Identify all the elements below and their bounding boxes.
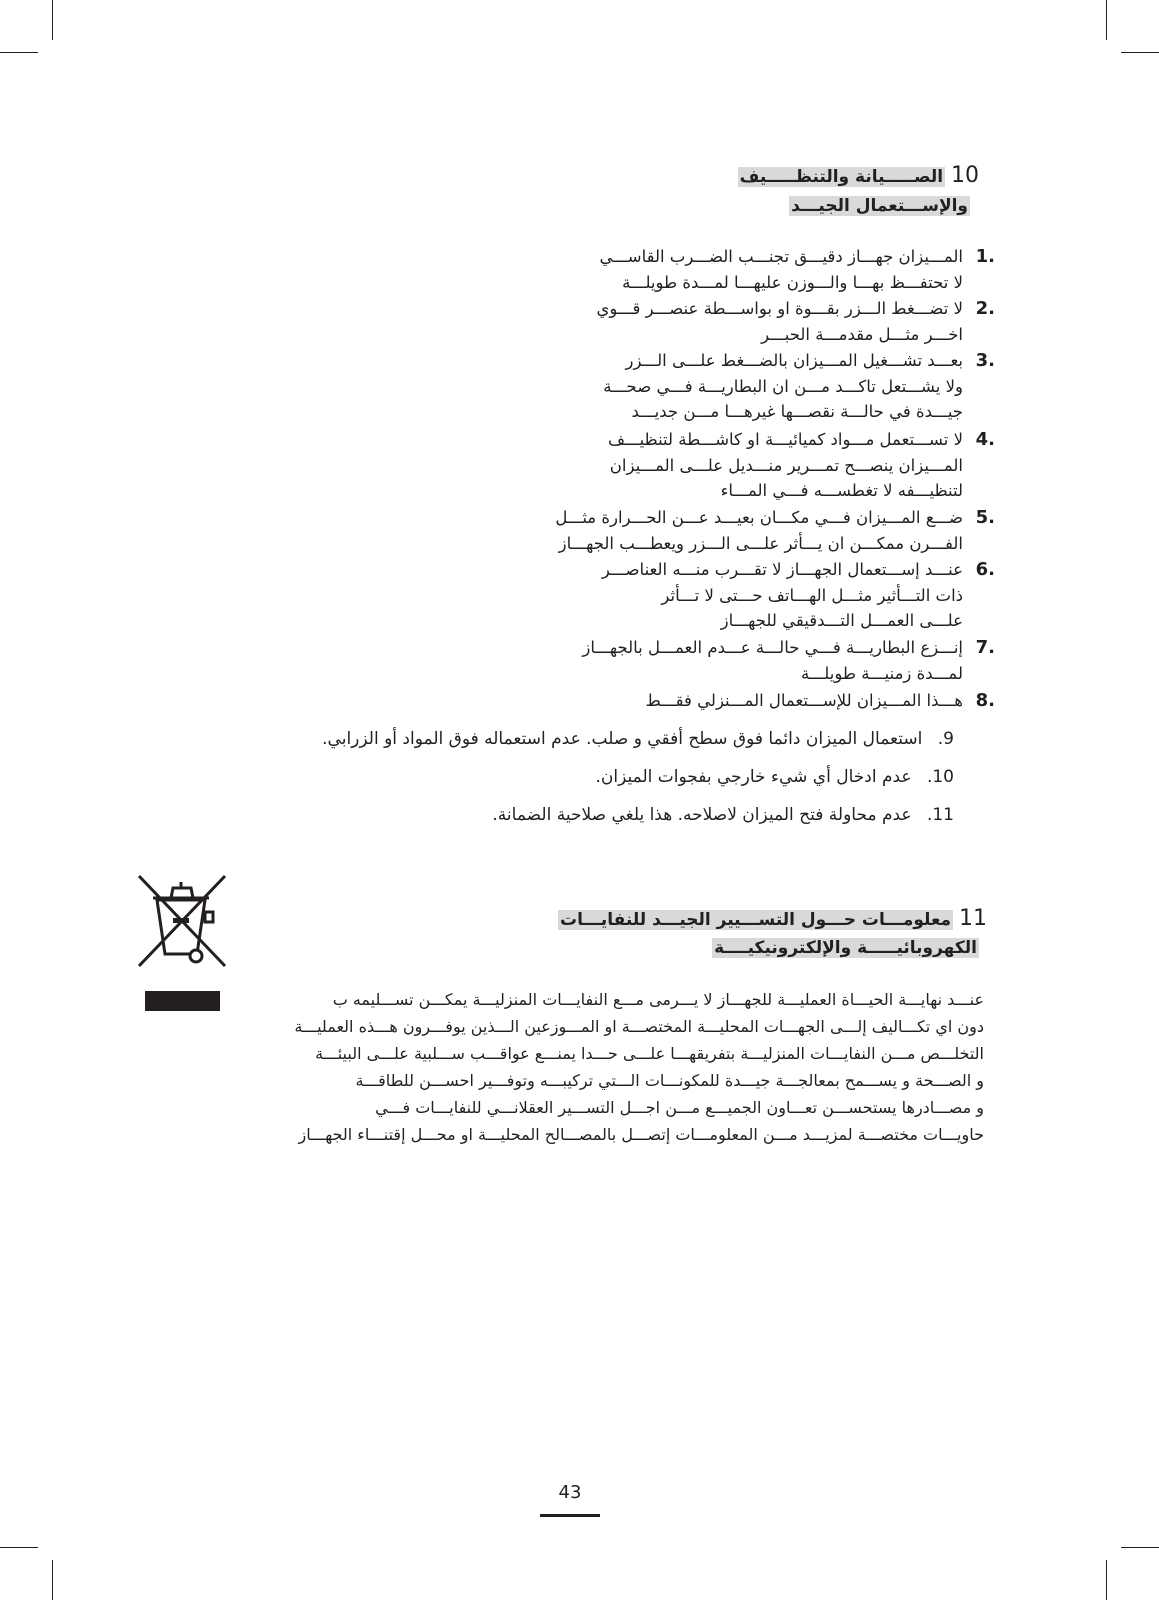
item-number: 4. <box>975 429 995 450</box>
section-11-title-line2: الكهروبائيـــــة والإلكترونيكيــــة <box>714 938 977 958</box>
section-11-title-line1: معلومـــات حـــول التســـيير الجيـــد للنفايـــات <box>560 910 952 930</box>
item-number: 3. <box>975 350 995 371</box>
weee-crossed-bin-icon <box>135 872 231 972</box>
item-line: ذات التـــأثير مثـــل الهـــاتف حـــتى لا تـــأثر <box>661 585 963 605</box>
page-number: 43 <box>558 1482 582 1503</box>
list-item <box>322 727 954 751</box>
item-text: استعمال الميزان دائما فوق سطح أفقي و صلب. عدم استعماله فوق المواد أو الزرابي. <box>322 729 923 749</box>
item-line: لمـــدة زمنيـــة طويلـــة <box>800 663 963 683</box>
section-11-number: 11 <box>959 906 987 931</box>
item-line: لا تســـتعمل مـــواد كميائيـــة او كاشـــطة لتنظيـــف <box>607 430 963 449</box>
crop-mark <box>52 0 53 40</box>
crop-mark <box>0 1547 38 1548</box>
item-number: 8. <box>975 690 995 711</box>
item-number: 5. <box>975 507 995 528</box>
crop-mark <box>1106 1560 1107 1600</box>
list-item <box>523 505 995 556</box>
paragraph-line: حاويـــات مختصـــة لمزيـــد مـــن المعلومـــات إتصـــل بالمصـــالح المحليـــة او محـــل إقتنـــاء الجهـــاز <box>298 1125 984 1144</box>
crop-mark <box>0 52 38 53</box>
list-item <box>523 635 995 686</box>
item-line: الفـــرن ممكـــن ان يـــأثر علـــى الـــزر ويعطـــب الجهـــاز <box>558 533 963 553</box>
section-11-title <box>558 906 987 933</box>
list-item <box>523 557 995 634</box>
section-10-title <box>738 163 979 190</box>
list-item <box>492 803 954 827</box>
item-line: اخـــر مثـــل مقدمـــة الحبـــر <box>761 324 963 344</box>
item-line: جيـــدة في حالـــة نقصـــها غيرهـــا مـــن جديـــد <box>631 402 963 421</box>
item-line: علـــى العمـــل التـــدقيقي للجهـــاز <box>720 611 963 630</box>
section-10-title-line1: الصـــــيانة والتنظـــــيف <box>739 167 944 187</box>
list-item <box>523 348 995 425</box>
item-line: عنـــد إســـتعمال الجهـــاز لا تقـــرب منـــه العناصـــر <box>601 560 963 579</box>
crop-mark <box>1121 52 1159 53</box>
item-line: لا تضـــغط الـــزر بقـــوة او بواســـطة عنصـــر قـــوي <box>596 299 963 318</box>
paragraph-line: دون اي تكـــاليف إلـــى الجهـــات المحليـــة المختصـــة او المـــوزعين الـــذين يوفـــرون هـــذه العمليـــة <box>294 1017 984 1036</box>
section-10-title-line2: والإســـتعمال الجيـــد <box>791 196 968 216</box>
item-number: .9 <box>937 729 954 749</box>
item-number: 7. <box>975 637 995 658</box>
item-line: إنـــزع البطاريـــة فـــي حالـــة عـــدم العمـــل بالجهـــاز <box>582 638 963 657</box>
item-line: ضـــع المـــيزان فـــي مكـــان بعيـــد عـــن الحـــرارة مثـــل <box>555 508 963 527</box>
item-text: عدم ادخال أي شيء خارجي بفجوات الميزان. <box>595 767 912 787</box>
paragraph-line: عنـــد نهايـــة الحيـــاة العمليـــة للجهـــاز لا يـــرمى مـــع النفايـــات المنزليـــة يمكـــن تســـليمه ب <box>332 990 984 1009</box>
crop-mark <box>1106 0 1107 40</box>
item-line: المـــيزان ينصـــح تمـــرير منـــديل علـــى المـــيزان <box>609 455 963 475</box>
list-item <box>523 688 995 714</box>
paragraph-line: التخلـــص مـــن النفايـــات المنزليـــة بتفريقهـــا علـــى حـــدا يمنـــع عواقـــب ســـلبية علـــى البيئـــة <box>315 1044 984 1063</box>
item-line: المـــيزان جهـــاز دقيـــق تجنـــب الضـــرب القاســـي <box>599 247 963 266</box>
item-line: لا تحتفـــظ بهـــا والـــوزن عليهـــا لمـــدة طويلـــة <box>622 272 963 292</box>
paragraph-line: و مصـــادرها يستحســـن تعـــاون الجميـــع مـــن اجـــل التســـير العقلانـــي للنفايـــات فـــي <box>375 1098 984 1117</box>
item-line: لتنظيـــفه لا تغطســـه فـــي المـــاء <box>720 481 963 500</box>
item-number: 1. <box>975 246 995 267</box>
paragraph-line: و الصـــحة و يســـمح بمعالجـــة جيـــدة للمكونـــات الـــتي تركيبـــه وتوفـــير احســـن للطاقـــة <box>355 1071 984 1090</box>
item-number: 6. <box>975 559 995 580</box>
item-line: بعـــد تشـــغيل المـــيزان بالضـــغط علـــى الـــزر <box>625 351 963 370</box>
item-line: هـــذا المـــيزان للإســـتعمال المـــنزلي فقـــط <box>645 691 963 710</box>
page-number-underline <box>540 1514 600 1517</box>
section-10-subtitle <box>789 193 970 219</box>
item-number: .11 <box>926 805 954 825</box>
crop-mark <box>1121 1547 1159 1548</box>
section-11-paragraph <box>164 986 984 1148</box>
section-11-subtitle <box>712 935 979 961</box>
item-text: عدم محاولة فتح الميزان لاصلاحه. هذا يلغي صلاحية الضمانة. <box>492 805 912 825</box>
item-number: 2. <box>975 298 995 319</box>
item-line: ولا يشـــتعل تاكـــد مـــن ان البطاريـــة فـــي صحـــة <box>603 376 963 396</box>
item-number: .10 <box>926 767 954 787</box>
list-item <box>523 296 995 347</box>
list-item <box>523 427 995 504</box>
crop-mark <box>52 1560 53 1600</box>
section-10-number: 10 <box>951 163 979 188</box>
list-item <box>596 765 954 789</box>
list-item <box>523 244 995 295</box>
